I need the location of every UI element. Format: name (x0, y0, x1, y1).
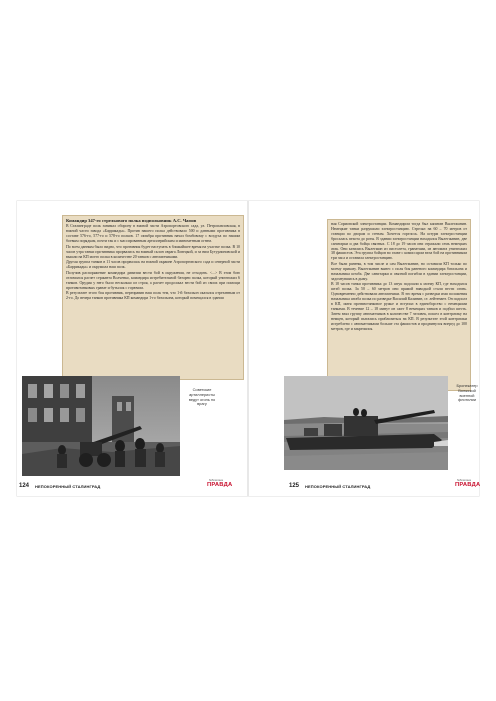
paragraph: В результате этого боя противник, переправив наш полк тем, что 1-й батальон оказался отрезанным от 2-го. До вечера танков противника КП командира 1-го батальона, который помещался в здании (66, 291, 240, 301)
running-head: НЕПОКОРЕННЫЙ СТАЛИНГРАД (35, 484, 101, 489)
page-footer (249, 482, 479, 492)
paragraph: В Сталинграде полк занимал оборону в южной части Аэропортовского сада, ул. Петропавловская, в южной части завода «Баррикады». Против нашего полка действовало 500 и данными противника в составе 576-го, 577-го и 578-го полков. 17 октября противник начал бомбовому с воздуха по нашим боевым порядкам, почти так и с массированным артиллерийским и минометным огнем. (66, 224, 240, 244)
gunboat-photo (284, 376, 448, 470)
gunboat-photo-image (284, 376, 448, 470)
paragraph: В 18 часов танки противника до 13 штук подошли к моему КП, где находился штаб полка. За 50 – 60 метров они прямой наводкой стали вести огонь. Одновременно действовали автоматчики. В это время с разведки ими положения начальника штаба полка по разведке Василий Калинин, ст. лейтенант. Он подполз в КП, имея противотанковое ружье и вступил в единоборство с немецкими танками. В течение 12 – 18 минут он сжег 8 немецких танков и подбил шесть. Затем взял группу автоматчиков в количестве 7 человек, пошел в контратаку на немцев, который пытались приблизиться на КП. В результате этой контратаки истреблено с автоматчиками больше ста фашистов и продвинулся вперед до 100 метров, где и закрепился. (331, 282, 467, 331)
page-number: 124 (19, 483, 30, 489)
paragraph: Получив распоряжение командира дивизии вести бой в окружении, не отходить. <...> В этом бою отличился расчет сержанта Волченко, командира истребительной батареи полка, который уничтожил 6 танков. Орудия у него было несколько из строя, а расчет продолжал вести бой из своих при помощи противотанковых гранат и бутылок с горючим. (66, 270, 240, 290)
photo-caption: Советские артиллеристы ведут огонь по врагу (188, 387, 216, 407)
brand-subtitle: библиотека (209, 479, 223, 482)
left-text-block (62, 215, 244, 380)
paragraph: ная Сормовской электростанции. Командиром тогда был капитан Вылегжанин. Немецкие танки разрушили электростанцию. Стрелял на 60 – 70 метров от станции по дворам и стенам. Хочется горелось. На штурм электростанции бросалась пехота до роты. В здании электростанции находился Вылегжанин, две санитарки и два бойца связных. С 18 до 19 часов они отражали семь немецких атак. Они катились Вылегжин из пистолета, гранатами, из автомата уничтожил 38 фашистов. Эта группа бойцов во главе с комиссаром вела бой на противником три часа и оставила электростанцию. (331, 222, 467, 261)
pravda-logo: ПРАВДА (455, 482, 481, 488)
paragraph: По всем данным было видно, что противник будет наступать в ближайшее время на участке полка. В 10 часов утра танки противника прорвались на южный склон оврага Ловецкой, и за ним Бутурлиновской и вышли на КП моего полка в количестве 20 танков с автоматчиками. (66, 244, 240, 259)
page-number: 125 (289, 483, 300, 489)
pravda-logo: ПРАВДА (207, 482, 233, 488)
brand-subtitle: библиотека (457, 479, 471, 482)
right-page (249, 201, 479, 496)
paragraph: Все были ранены, в том числе и сам Вылегжанин, но оставили КП только по моему приказу. Вылегжанин вынес с поля боя раненого командира батальона и начальника штаба. Две санитарки и связной погибли в здании электростанции, задохнувшись в дыму. (331, 262, 467, 281)
page-footer (17, 479, 247, 492)
running-head: НЕПОКОРЕННЫЙ СТАЛИНГРАД (305, 484, 371, 489)
artillery-photo-image (22, 376, 180, 476)
right-text-block (327, 219, 471, 391)
photo-caption: Бронекатер Волжской военной флотилии (456, 383, 478, 403)
book-spread (17, 201, 479, 496)
artillery-photo (22, 376, 180, 476)
left-page (17, 201, 247, 496)
paragraph: Другая группа танков в 11 часов прорвалась на южной окраине Аэропортовского сада и северной части «Баррикады» и окружила наш полк. (66, 260, 240, 270)
section-heading: Командир 347-го стрелкового полка подполковник А.С. Чамов (66, 218, 197, 223)
